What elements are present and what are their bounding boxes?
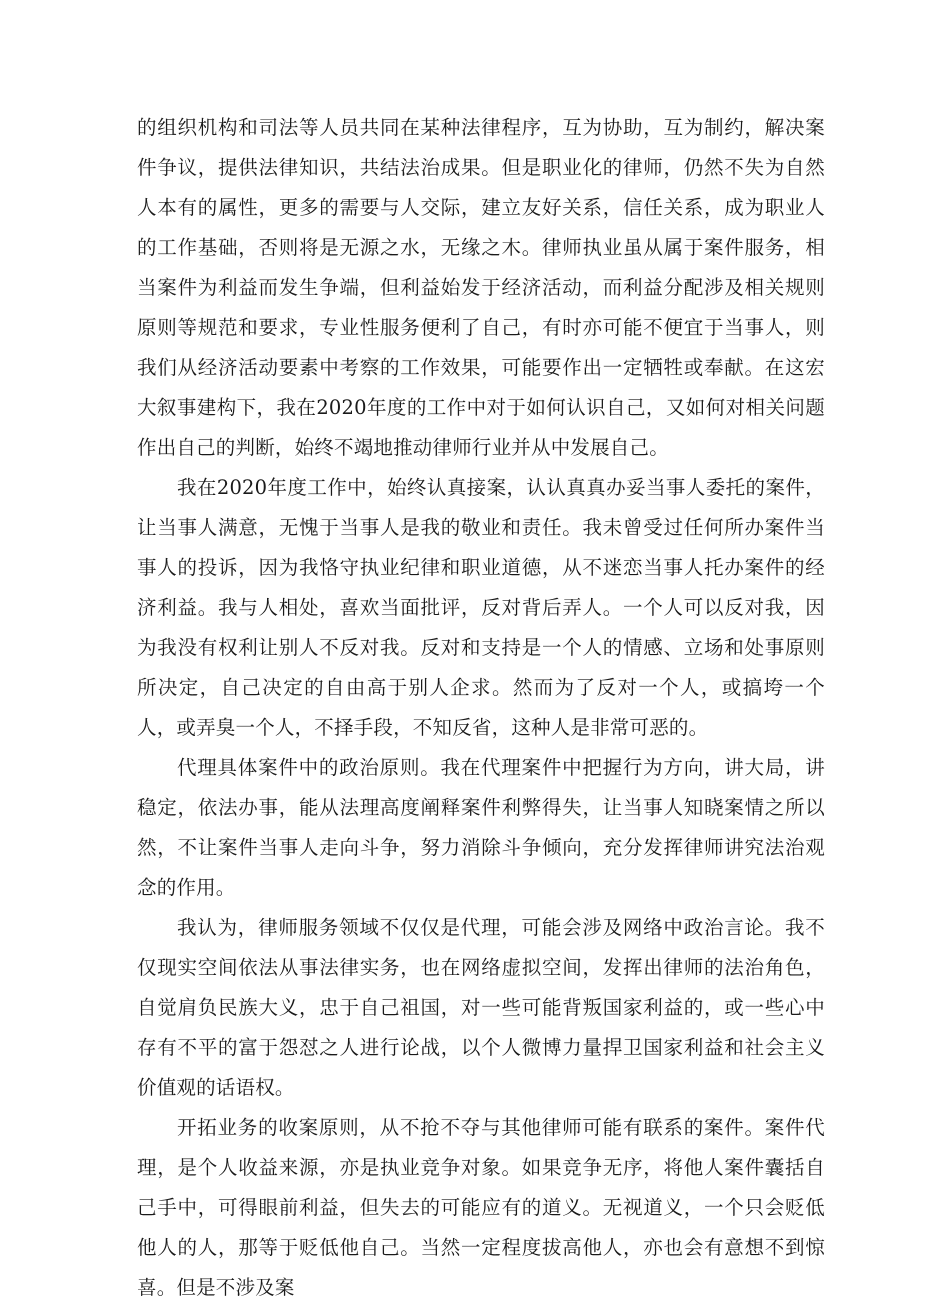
paragraph-1: 的组织机构和司法等人员共同在某种法律程序，互为协助，互为制约，解决案件争议，提供法律知识，共结法治成果。但是职业化的律师，仍然不失为自然人本有的属性，更多的需要与人交际，建立友好关系，信任关系，成为职业人的工作基础，否则将是无源之水，无缘之木。律师执业虽从属于案件服务，相当案件为利益而发生争端，但利益始发于经济活动，而利益分配涉及相关规则原则等规范和要求，专业性服务便利了自己，有时亦可能不便宜于当事人，则我们从经济活动要素中考察的工作效果，可能要作出一定牺牲或奉献。在这宏大叙事建构下，我在2020年度的工作中对于如何认识自己，又如何对相关问题作出自己的判断，始终不竭地推动律师行业并从中发展自己。 <box>137 116 825 459</box>
paragraph-3: 代理具体案件中的政治原则。我在代理案件中把握行为方向，讲大局，讲稳定，依法办事，能从法理高度阐释案件利弊得失，让当事人知晓案情之所以然，不让案件当事人走向斗争，努力消除斗争倾向，充分发挥律师讲究法治观念的作用。 <box>137 756 825 899</box>
paragraph-4: 我认为，律师服务领域不仅仅是代理，可能会涉及网络中政治言论。我不仅现实空间依法从事法律实务，也在网络虚拟空间，发挥出律师的法治角色，自觉肩负民族大义，忠于自己祖国，对一些可能背叛国家利益的，或一些心中存有不平的富于怨怼之人进行论战，以个人微博力量捍卫国家利益和社会主义价值观的话语权。 <box>137 916 825 1099</box>
document-body <box>137 108 825 1308</box>
paragraph-2: 我在2020年度工作中，始终认真接案，认认真真办妥当事人委托的案件，让当事人满意，无愧于当事人是我的敬业和责任。我未曾受过任何所办案件当事人的投诉，因为我恪守执业纪律和职业道德，从不迷恋当事人托办案件的经济利益。我与人相处，喜欢当面批评，反对背后弄人。一个人可以反对我，因为我没有权利让别人不反对我。反对和支持是一个人的情感、立场和处事原则所决定，自己决定的自由高于别人企求。然而为了反对一个人，或搞垮一个人，或弄臭一个人，不择手段，不知反省，这种人是非常可恶的。 <box>137 476 825 739</box>
paragraph-5: 开拓业务的收案原则，从不抢不夺与其他律师可能有联系的案件。案件代理，是个人收益来源，亦是执业竞争对象。如果竞争无序，将他人案件囊括自己手中，可得眼前利益，但失去的可能应有的道义。无视道义，一个只会贬低他人的人，那等于贬低他自己。当然一定程度拔高他人，亦也会有意想不到惊喜。但是不涉及案 <box>137 1116 825 1299</box>
